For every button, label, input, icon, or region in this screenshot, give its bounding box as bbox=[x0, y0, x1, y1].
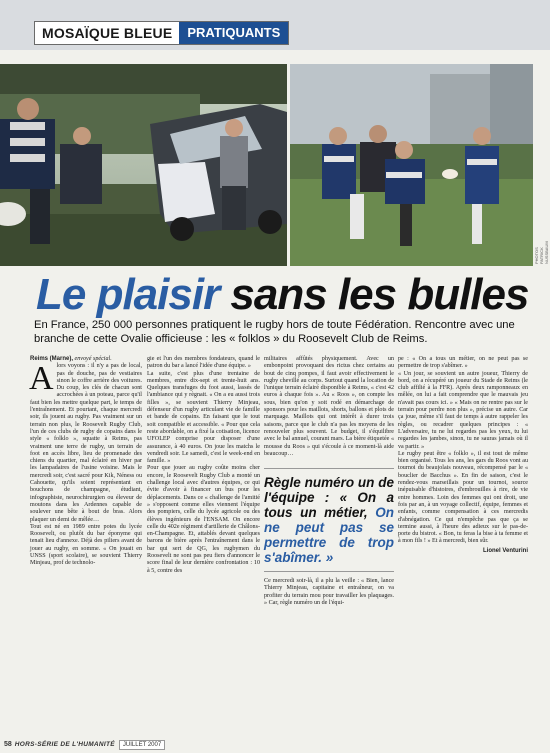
lead-paragraph: En France, 250 000 personnes pratiquent le rugby hors de toute Fédération. Rencontre avec une branche de cette Ovalie officieuse : les « folklos » du Roosevelt Club de Reims. bbox=[34, 319, 515, 345]
publication-name: HORS-SÉRIE DE L'HUMANITÉ bbox=[14, 741, 115, 748]
drop-cap: A bbox=[29, 360, 54, 398]
headline bbox=[36, 270, 529, 319]
body-paragraph: pe : « On a tous un métier, on ne peut pas se permettre de trop s'abîmer. » bbox=[398, 356, 528, 370]
body-paragraph: Ce mercredi soir-là, il a plu la veille : « Bien, lance Thierry Minjeau, capitaine et entraîneur, on va profiter du terrain mou pour travailler les plaquages. » Car, règle numéro un de l'équi- bbox=[264, 578, 394, 607]
body-paragraph: « Un jour, se souvient un autre joueur, Thierry de bord, on a récupéré un joueur du Stade de Reims (le club affilié à la FFR). Après deux ramponneaux en mêlée, on lui a fait comprendre que le mauvais jeu n'avait pas cours ici. » « Mais on ne rentre pas sur le terrain pour perdre non plus », précise un autre. Car ça joue, même s'il faut de temps à autre rappeler les règles, ou recadrer quelques principes : « L'adversaire, tu ne lui regardes pas les yeux, tu lui regardes les jambes, sinon, tu ne sauras jamais où il va partir. » bbox=[398, 370, 528, 450]
article-column-3 bbox=[264, 356, 394, 607]
headline-part1: Le plaisir bbox=[36, 270, 220, 319]
issue-date: JUILLET 2007 bbox=[119, 740, 165, 750]
body-paragraph: Le rugby peut être « folklo », il est tout de même bien organisé. Tous les ans, les gars du Roos vont au tournoi du beaujolais nouveau, récompensé par le « bouclier de Bacchus ». En fin de saison, c'est le rendez-vous marseillais pour un tournoi, source inépuisable d'histoires, d'embrouilles à rire, de vie entre hommes. Loin des femmes qui ont droit, une fois par an, à un voyage collectif, équipe, femmes et enfants, comme compensation à ces mercredis d'abnégation. Ce qui n'empêche pas que ça se termine aussi, à l'heure des adieux sur le pas-de-porte du bistrot. « Bon, tu feras la bise à ta femme et à mon fils ! » Et à mercredi, bien sûr. bbox=[398, 450, 528, 545]
pull-quote-part1: Règle numéro un de l'équipe : « On a tous un métier, bbox=[264, 475, 394, 521]
photo-rugby-tackle bbox=[290, 64, 533, 266]
article-column-1 bbox=[30, 356, 142, 568]
article-column-2 bbox=[147, 356, 260, 575]
header-band bbox=[0, 0, 550, 50]
author-signature: Lionel Venturini bbox=[482, 547, 528, 554]
page-footer bbox=[0, 736, 550, 753]
body-text: lors voyons : il n'y a pas de local, pas de douche, pas de vestiaires sinon le coffre arrière des voitures. Du coup, les clés de chacun sont accrochées à un poteau, parce qu'il faut bien les mettre quelque part, le temps de l'entraînement. Et pourtant, chaque mercredi soir, ils jouent au rugby. Pas vraiment sur un terrain non plus, le Roosevelt Rugby Club, l'un de ces clubs de rugby de copains dans le style « folklo », squatte à Reims, pas vraiment une terre de rugby, un terrain de foot en accès libre, lieu de promenade des chiens du quartier, mal éclairé en hiver par les lampadaires de l'usine voisine. Mais le mercredi soir, c'est sacré pour Kik, Néness ou Cahouette, qu'ils soient représentant en bouchons de champagne, étudiant, infographiste, neurochirurgien ou éleveur de moutons dans les Ardennes capable de soulever une bête à bout de bras. Alors plaquer un demi de mêlée… bbox=[30, 363, 142, 523]
dateline-role: envoyé spécial. bbox=[73, 356, 112, 362]
headline-part2: sans les bulles bbox=[219, 270, 529, 319]
photo-rugby-tackle-image bbox=[290, 64, 533, 266]
section-tag bbox=[34, 21, 289, 45]
body-paragraph: Pour que jouer au rugby coûte moins cher encore, le Roosevelt Rugby Club a monté un challenge local avec d'autres équipes, ce qui évite d'avoir à financer un bus pour les déplacements. Dans ce « challenge de l'amitié » s'opposent comme elles viennent l'équipe des pompiers, celle du lycée agricole ou des élèves ingénieurs de l'ENSAM. On encore celle du 402e régiment d'artillerie de Châlons-en-Champagne. Et, attablés devant quelques barons de bière après l'entraînement dans le bar qui sert de QG, les rugbymen du Roosevelt ne sont pas peu fiers d'annoncer le score final de leur dernière confrontation : 10 à 5, contre des bbox=[147, 465, 260, 574]
photo-credit: PHOTOS PATRICK NUSSBAUM bbox=[534, 241, 549, 264]
photo-players-car-image bbox=[0, 64, 287, 266]
body-paragraph bbox=[29, 360, 142, 524]
subsection-label: PRATIQUANTS bbox=[179, 22, 288, 44]
page-number: 58 bbox=[4, 741, 12, 748]
body-paragraph: gie et l'un des membres fondateurs, quand le patron du bar a lancé l'idée d'une équipe. » bbox=[147, 356, 260, 370]
body-paragraph: militaires affûtés physiquement. Avec un embonpoint provoquant des rictus chez certains au bout de cinq pompes, il faut avoir effectivement le rugby chevillé au corps. Surtout quand la location de l'unique terrain éclairé disponible à Reims, « c'est 42 euros à chaque fois ». Au « Roos », on compte les sous, bien qu'on y soit rodé en démarchage de sponsors pour les maillots, shorts, ballons et plots de marquage. Maillots qui ont intérêt à durer trois saisons, parce que le club n'a pas les moyens de les renouveler plus souvent. Le budget, il s'équilibre avec le bal annuel, courant mars. La bière étiquetée « mousse du Roos » qui s'écoule à ce moment-là aide beaucoup… bbox=[264, 356, 394, 457]
pull-quote bbox=[264, 468, 394, 572]
body-paragraph: La suite, c'est plus d'une trentaine de membres, entre dix-sept et trente-huit ans. Quelques transfuges du foot aussi, lassés de l'ambiance qui y règnait. « On a eu aussi trois filles », se souvient Thierry Minjeau, défenseur d'un rugby articulant vie de famille et bande de copains. En faisant que le tout soit compatible et accessible. « Pour que cela reste abordable, on a fixé la cotisation, licence UFOLEP comprise pour disposer d'une assurance, à 40 euros. On joue les matchs le vendredi soir. Le samedi, c'est le week-end en famille. » bbox=[147, 370, 260, 465]
photo-players-car bbox=[0, 64, 287, 266]
pull-quote-part2: On ne peut pas se permettre de trop s'abîmer. » bbox=[264, 505, 394, 566]
dateline-place: Reims (Marne), bbox=[30, 356, 74, 362]
photo-strip bbox=[0, 64, 550, 266]
body-paragraph: Tout est né en 1989 entre potes du lycée Roosevelt, ou plutôt du bar éponyme qui tenait lieu d'annexe. Déjà des piliers avant de jouer au rugby, en somme. « On jouait en UNSS (sport scolaire), se souvient Thierry Minjeau, prof de technolo- bbox=[30, 523, 142, 567]
section-label: MOSAÏQUE BLEUE bbox=[35, 22, 179, 44]
article-column-4 bbox=[398, 356, 528, 555]
